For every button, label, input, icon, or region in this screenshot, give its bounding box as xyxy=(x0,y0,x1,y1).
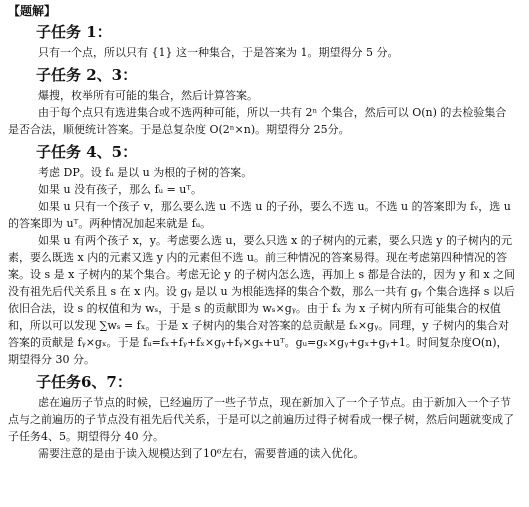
subtask-4-5-para-3: 如果 u 只有一个孩子 v，那么要么选 u 不选 u 的子孙，要么不选 u。不选 u 的答案即为 fᵥ，选 u 的答案即为 uᵀ。两种情况加起来就是 fᵤ。 xyxy=(8,200,511,230)
subtask-4-5-para-2: 如果 u 没有孩子，那么 fᵤ = uᵀ。 xyxy=(38,183,202,196)
subtask-1-para-1: 只有一个点，所以只有 {1} 这一种集合，于是答案为 1。期望得分 5 分。 xyxy=(38,46,399,59)
subtask-6-7-para-1: 虑在遍历子节点的时候，已经遍历了一些子节点，现在新加入了一个子节点。由于新加入一个子节点与之前遍历的子节点没有祖先后代关系，于是可以之前遍历过得子树看成一棵子树，然后问题就变成了子任务4、5。期望得分 40 分。 xyxy=(8,396,514,443)
subtask-2-3-title: 子任务 2、3： xyxy=(36,66,138,84)
subtask-4-5-title: 子任务 4、5： xyxy=(36,143,138,161)
subtask-4-5-para-4: 如果 u 有两个孩子 x，y。考虑要么选 u，要么只选 x 的子树内的元素，要么只选 y 的子树内的元素，要么既选 x 内的元素又选 y 内的元素但不选 u。前三种情况的答案易得。现在考虑第四种情况的答案。设 s 是 x 子树内的某个集合。考虑无论 y 的子树内怎么选，再加上 s 都是合法的，因为 y 和 x 之间没有祖先后代关系且 s 在 x 内。设 gᵧ 是以 u 为根能选择的集合个数，那么一共有 gᵧ 个集合选择 s 以后依旧合法，设 s 的权值和为 wₛ，于是 s 的贡献即为 wₛ×gᵧ。由于 fₓ 为 x 子树内所有可能集合的权值和，所以可以发现 ∑wₛ = fₓ。于是 x 子树内的集合对答案的总贡献是 fₓ×gᵧ。同理，y 子树内的集合对答案的贡献是 fᵧ×gₓ。于是 fᵤ=fₓ+fᵧ+fₓ×gᵧ+fᵧ×gₓ+uᵀ。gᵤ=gₓ×gᵧ+gₓ+gᵧ+1。时间复杂度O(n)，期望得分 30 分。 xyxy=(8,234,516,366)
subtask-6-7-para-2: 需要注意的是由于读入规模达到了10⁶左右，需要普通的读入优化。 xyxy=(38,447,365,460)
subtask-2-3-para-2: 由于每个点只有选进集合或不选两种可能，所以一共有 2ⁿ 个集合，然后可以 O(n) 的去检验集合是否合法，顺便统计答案。于是总复杂度 O(2ⁿ×n)。期望得分 25分。 xyxy=(8,106,507,136)
solution-header: 【题解】 xyxy=(8,4,57,18)
subtask-4-5-para-1: 考虑 DP。设 fᵤ 是以 u 为根的子树的答案。 xyxy=(38,166,253,179)
subtask-6-7-title: 子任务6、7： xyxy=(36,373,132,391)
subtask-2-3-para-1: 爆搜，枚举所有可能的集合，然后计算答案。 xyxy=(38,89,258,102)
subtask-1-title: 子任务 1： xyxy=(36,23,112,41)
